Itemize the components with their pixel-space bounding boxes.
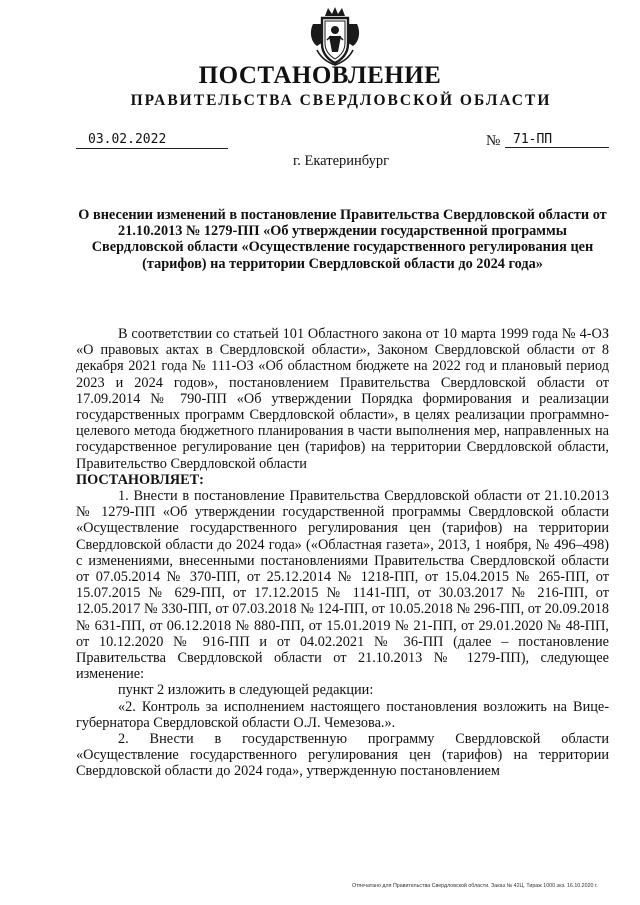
quote-paragraph: «2. Контроль за исполнением настоящего постановления возложить на Вице-губернатора Свердловской области О.Л. Чемезова.». <box>76 698 609 731</box>
document-title: О внесении изменений в постановление Правительства Свердловской области от 21.10.2013 № 1279-ПП «Об утверждении государственной программы Свердловской области «Осуществление государственного регулирования цен (тарифов) на территории Свердловской области до 2024 года» <box>78 207 607 272</box>
resolves-heading: ПОСТАНОВЛЯЕТ: <box>76 471 204 488</box>
document-type: ПОСТАНОВЛЕНИЕ <box>198 62 442 89</box>
number-sign: № <box>486 133 501 149</box>
document-number: 71-ПП <box>505 131 609 148</box>
issuing-authority: ПРАВИТЕЛЬСТВА СВЕРДЛОВСКОЙ ОБЛАСТИ <box>130 92 552 109</box>
city: г. Екатеринбург <box>292 153 390 169</box>
coat-of-arms-icon <box>307 6 363 66</box>
print-footer: Отпечатано для Правительства Свердловской области. Заказ № 42Ц. Тираж 1000 экз. 16.10.2020 г. <box>352 883 598 889</box>
item-2-paragraph: 2. Внести в государственную программу Свердловской области «Осуществление государственного регулирования цен (тарифов) на территории Свердловской области до 2024 года», утвержденную постановлением <box>76 731 609 780</box>
preamble-paragraph: В соответствии со статьей 101 Областного закона от 10 марта 1999 года № 4-ОЗ «О правовых актах в Свердловской области», Законом Свердловской области от 8 декабря 2021 года № 111-ОЗ «Об областном бюджете на 2022 год и плановый период 2023 и 2024 годов», постановлением Правительства Свердловской области от 17.09.2014 № 790-ПП «Об утверждении Порядка формирования и реализации государственных программ Свердловской области», в целях реализации программно-целевого метода бюджетного планирования в части выполнения мер, направленных на государственное регулирование цен (тарифов) на территории Свердловской области, Правительство Свердловской области <box>76 326 609 472</box>
sub-point-paragraph: пункт 2 изложить в следующей редакции: <box>118 682 374 699</box>
item-1-paragraph: 1. Внести в постановление Правительства Свердловской области от 21.10.2013 № 1279-ПП «Об утверждении государственной программы Свердловской области «Осуществление государственного регулирования цен (тарифов) на территории Свердловской области до 2024 года» («Областная газета», 2013, 1 ноября, № 496–498) с изменениями, внесенными постановлениями Правительства Свердловской области от 07.05.2014 № 370-ПП, от 25.12.2014 № 1218-ПП, от 15.04.2015 № 265-ПП, от 15.07.2015 № 629-ПП, от 17.12.2015 № 1141-ПП, от 30.03.2017 № 216-ПП, от 12.05.2017 № 330-ПП, от 07.03.2018 № 124-ПП, от 10.05.2018 № 296-ПП, от 20.09.2018 № 631-ПП, от 06.12.2018 № 880-ПП, от 15.01.2019 № 21-ПП, от 29.01.2020 № 48-ПП, от 10.12.2020 № 916-ПП и от 04.02.2021 № 36-ПП (далее – постановление Правительства Свердловской области от 21.10.2013 № 1279-ПП), следующее изменение: <box>76 488 609 683</box>
document-date: 03.02.2022 <box>76 131 228 149</box>
document-body <box>76 326 609 780</box>
